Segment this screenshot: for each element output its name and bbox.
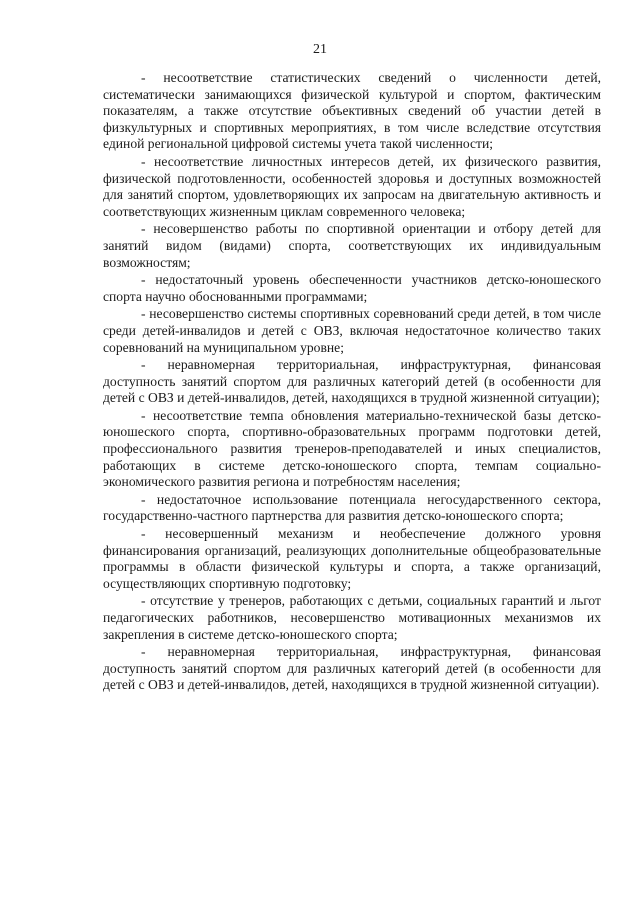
list-item: - отсутствие у тренеров, работающих с детьми, социальных гарантий и льгот педагогических работников, несовершенство мотивационных механизмов их закрепления в системе детско-юношеского спорта; (103, 593, 601, 642)
list-item: - несоответствие статистических сведений о численности детей, систематически занимающихся физической культурой и спортом, фактическим показателям, а также отсутствие объективных сведений об участии детей в физкультурных и спортивных мероприятиях, в том числе вследствие отсутствия единой региональной цифровой системы учета такой численности; (103, 70, 601, 152)
page-number: 21 (313, 42, 327, 57)
list-item: - неравномерная территориальная, инфраструктурная, финансовая доступность занятий спортом для различных категорий детей (в особенности для детей с ОВЗ и детей-инвалидов, детей, находящихся в трудной жизненной ситуации); (103, 357, 601, 406)
list-item: - несоответствие личностных интересов детей, их физического развития, физической подготовленности, особенностей здоровья и доступных возможностей для занятий спортом, удовлетворяющих их запросам на двигательную активность и соответствующих жизненным циклам современного человека; (103, 153, 601, 219)
list-item: - несовершенство работы по спортивной ориентации и отбору детей для занятий видом (видами) спорта, соответствующих их индивидуальным возможностям; (103, 221, 601, 270)
list-item: - недостаточное использование потенциала негосударственного сектора, государственно-частного партнерства для развития детско-юношеского спорта; (103, 491, 601, 524)
list-item: - неравномерная территориальная, инфраструктурная, финансовая доступность занятий спортом для различных категорий детей (в особенности для детей с ОВЗ и детей-инвалидов, детей, находящихся в трудной жизненной ситуации). (103, 644, 601, 693)
list-item: - несоответствие темпа обновления материально-технической базы детско-юношеского спорта, спортивно-образовательных программ подготовки детей, профессионального развития тренеров-преподавателей и иных специалистов, работающих в системе детско-юношеского спорта, темпам социально-экономического развития региона и потребностям населения; (103, 407, 601, 490)
text-body (103, 70, 601, 695)
list-item: - несовершенство системы спортивных соревнований среди детей, в том числе среди детей-инвалидов и детей с ОВЗ, включая недостаточное количество таких соревнований на муниципальном уровне; (103, 306, 601, 355)
list-item: - недостаточный уровень обеспеченности участников детско-юношеского спорта научно обоснованными программами; (103, 272, 601, 304)
list-item: - несовершенный механизм и необеспечение должного уровня финансирования организаций, реализующих дополнительные общеобразовательные программы в области физической культуры и спорта, а также организаций, осуществляющих спортивную подготовку; (103, 526, 601, 591)
